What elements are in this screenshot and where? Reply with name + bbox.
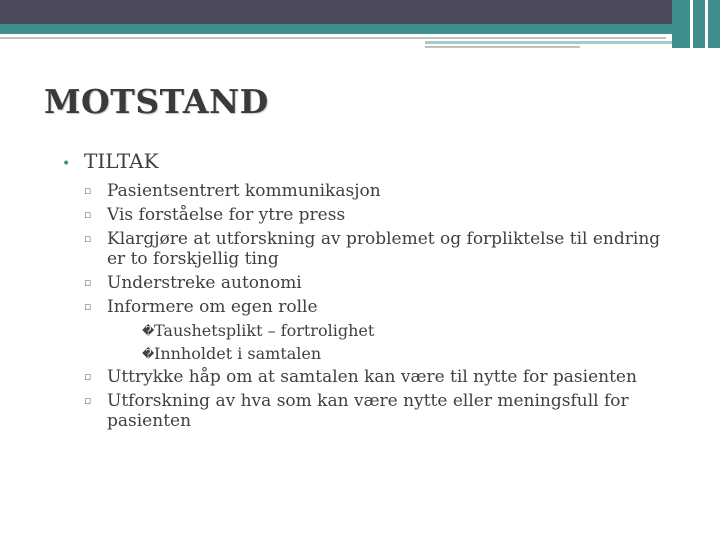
bullet-square-icon: ▫ — [84, 232, 92, 245]
bullet-square-icon: ▫ — [84, 300, 92, 313]
list-item — [142, 321, 682, 341]
list-item-text: Klargjøre at utforskning av problemet og forpliktelse til endring er to forskjellig ting — [107, 229, 661, 269]
list-item — [84, 273, 682, 293]
list-item — [62, 148, 682, 177]
list-item — [84, 297, 682, 317]
bullet-square-icon: ▫ — [84, 184, 92, 197]
header-gray-line-short — [425, 46, 580, 48]
list-item-text: Understreke autonomi — [107, 273, 302, 293]
header-band-dark — [0, 0, 720, 24]
header-corner-stripe — [690, 0, 693, 48]
bullet-list — [62, 148, 682, 435]
list-item — [84, 391, 682, 431]
bullet-placeholder-icon: � — [142, 324, 155, 338]
header-band-teal — [0, 24, 720, 34]
list-item — [84, 181, 682, 201]
bullet-square-icon: ▫ — [84, 208, 92, 221]
list-item-text: Pasientsentrert kommunikasjon — [107, 181, 381, 201]
list-item — [84, 367, 682, 387]
bullet-placeholder-icon: � — [142, 347, 155, 361]
bullet-dot-icon: • — [62, 156, 71, 172]
bullet-square-icon: ▫ — [84, 370, 92, 383]
header-corner-block — [672, 0, 720, 48]
list-item-text: TILTAK — [84, 149, 159, 173]
list-item — [142, 344, 682, 364]
list-item — [84, 229, 682, 269]
list-item-text: Taushetsplikt – fortrolighet — [154, 321, 375, 340]
list-item-text: Utforskning av hva som kan være nytte eller meningsfull for pasienten — [107, 391, 629, 431]
list-item-text: Informere om egen rolle — [107, 297, 318, 317]
bullet-square-icon: ▫ — [84, 394, 92, 407]
slide-title: MOTSTAND — [44, 82, 269, 121]
bullet-square-icon: ▫ — [84, 276, 92, 289]
list-item-text: Uttrykke håp om at samtalen kan være til nytte for pasienten — [107, 367, 637, 387]
header-corner-stripe — [705, 0, 708, 48]
list-item — [84, 205, 682, 225]
list-item-text: Innholdet i samtalen — [154, 344, 322, 363]
header-gray-line — [0, 37, 666, 39]
list-item-text: Vis forståelse for ytre press — [107, 205, 346, 225]
header-teal-line — [425, 41, 672, 44]
